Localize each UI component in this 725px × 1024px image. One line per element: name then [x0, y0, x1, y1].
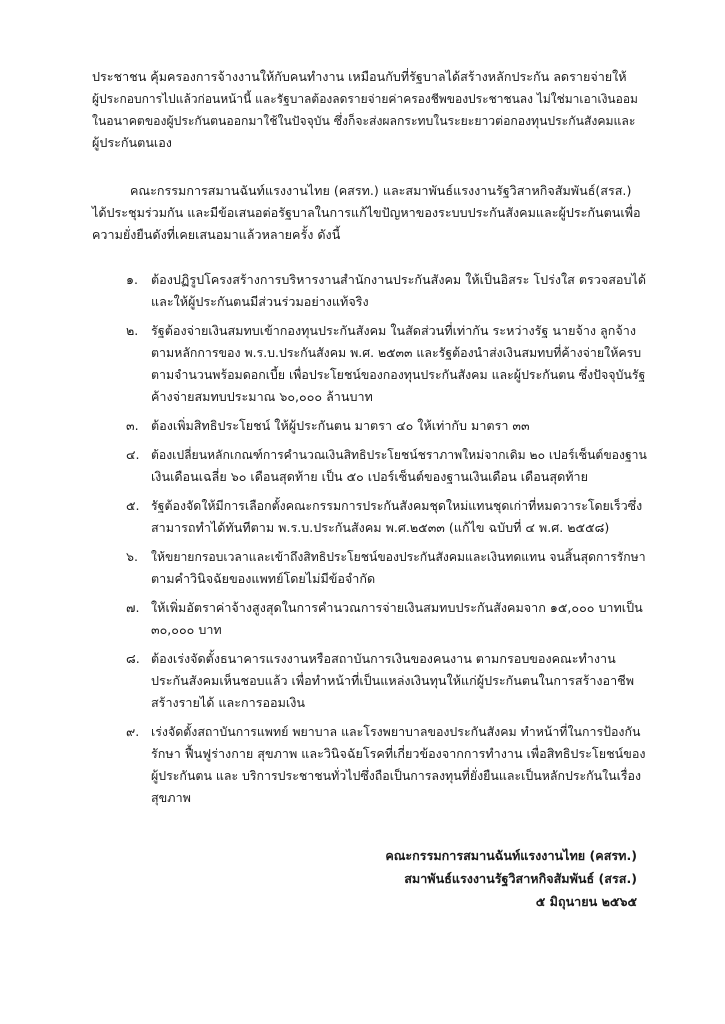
- demand-number: ๖.: [126, 549, 138, 564]
- intro-paragraph: [92, 66, 640, 154]
- proposal-intro-paragraph: [92, 180, 640, 246]
- demand-text-line: สุขภาพ: [151, 790, 191, 805]
- demand-text-line: ค้างจ่ายสมทบประมาณ ๖๐,๐๐๐ ล้านบาท: [151, 389, 373, 404]
- demand-item: [126, 444, 646, 488]
- demand-text-line: ให้ขยายกรอบเวลาและเข้าถึงสิทธิประโยชน์ของประกันสังคมและเงินทดแทน จนสิ้นสุดการรักษา: [151, 550, 646, 564]
- signature-org-sors: สมาพันธ์แรงงานรัฐวิสาหกิจสัมพันธ์ (สรส.): [404, 871, 637, 886]
- intro-line: ผู้ประกันตนเอง: [92, 135, 172, 150]
- demand-text-line: ตามคำวินิจฉัยของแพทย์โดยไม่มีข้อจำกัด: [151, 571, 376, 586]
- demand-text-line: ๓๐,๐๐๐ บาท: [151, 622, 222, 637]
- demand-text-line: รัฐต้องจ่ายเงินสมทบเข้ากองทุนประกันสังคม ในสัดส่วนที่เท่ากัน ระหว่างรัฐ นายจ้าง ลูกจ้าง: [151, 323, 636, 338]
- demand-number: ๙.: [126, 724, 140, 739]
- proposal-intro-line: ความยั่งยืนดังที่เคยเสนอมาแล้วหลายครั้ง ดังนี้: [92, 227, 341, 242]
- demand-text-line: เงินเดือนเฉลี่ย ๖๐ เดือนสุดท้าย เป็น ๕๐ เปอร์เซ็นต์ของฐานเงินเดือน เดือนสุดท้าย: [151, 469, 589, 484]
- demand-item: [126, 320, 646, 408]
- demand-item: [126, 546, 646, 590]
- demand-item: [126, 648, 646, 714]
- demand-number: ๒.: [126, 323, 139, 338]
- demand-item: [126, 721, 646, 809]
- intro-line: ในอนาคตของผู้ประกันตนออกมาใช้ในปัจจุบัน ซึ่งก็จะส่งผลกระทบในระยะยาวต่อกองทุนประกันสังคมและ: [92, 114, 636, 128]
- demand-text-line: ต้องเพิ่มสิทธิประโยชน์ ให้ผู้ประกันตน มาตรา ๔๐ ให้เท่ากับ มาตรา ๓๓: [151, 418, 530, 433]
- demand-number: ๕.: [126, 498, 140, 513]
- demand-text-line: ต้องเร่งจัดตั้งธนาคารแรงงานหรือสถาบันการเงินของคนงาน ตามกรอบของคณะทำงาน: [151, 651, 616, 666]
- demand-item: [126, 495, 646, 539]
- demand-text-line: สร้างรายได้ และการออมเงิน: [151, 695, 305, 710]
- demand-item: [126, 597, 646, 641]
- demand-number: ๘.: [126, 651, 140, 666]
- demand-text-line: รักษา ฟื้นฟูร่างกาย สุขภาพ และวินิจฉัยโรคที่เกี่ยวข้องจากการทำงาน เพื่อสิทธิประโยชน์ของ: [151, 746, 646, 761]
- demand-number: ๓.: [126, 418, 139, 433]
- demand-text-line: รัฐต้องจัดให้มีการเลือกตั้งคณะกรรมการประกันสังคมชุดใหม่แทนชุดเก่าที่หมดวาระโดยเร็วซึ่ง: [151, 498, 643, 513]
- demand-number: ๑.: [126, 272, 138, 287]
- demand-text-line: เร่งจัดตั้งสถาบันการแพทย์ พยาบาล และโรงพยาบาลของประกันสังคม ทำหน้าที่ในการป้องกัน: [151, 724, 641, 739]
- proposal-intro-line: คณะกรรมการสมานฉันท์แรงงานไทย (คสรท.) และสมาพันธ์แรงงานรัฐวิสาหกิจสัมพันธ์(สรส.): [130, 183, 632, 198]
- demand-item: [126, 269, 646, 313]
- proposal-intro-line: ได้ประชุมร่วมกัน และมีข้อเสนอต่อรัฐบาลในการแก้ไขปัญหาของระบบประกันสังคมและผู้ประกันตนเพื่อ: [92, 205, 641, 220]
- demand-text-line: ให้เพิ่มอัตราค่าจ้างสูงสุดในการคำนวณการจ่ายเงินสมทบประกันสังคมจาก ๑๕,๐๐๐ บาทเป็น: [151, 600, 643, 615]
- intro-line: ผู้ประกอบการไปแล้วก่อนหน้านี้ และรัฐบาลต้องลดรายจ่ายค่าครองชีพของประชาชนลง ไม่ใช่มาเอาเงินออม: [92, 92, 638, 106]
- intro-line: ประชาชน คุ้มครองการจ้างงานให้กับคนทำงาน เหมือนกับที่รัฐบาลได้สร้างหลักประกัน ลดรายจ่ายให้: [92, 69, 627, 84]
- demand-text-line: ผู้ประกันตน และ บริการประชาชนทั่วไปซึ่งถือเป็นการลงทุนที่ยั่งยืนและเป็นหลักประกันในเรื่อง: [151, 768, 642, 783]
- demand-text-line: และให้ผู้ประกันตนมีส่วนร่วมอย่างแท้จริง: [151, 294, 369, 309]
- demand-text-line: ต้องเปลี่ยนหลักเกณฑ์การคำนวณเงินสิทธิประโยชน์ชราภาพใหม่จากเดิม ๒๐ เปอร์เซ็นต์ของฐาน: [151, 448, 647, 462]
- signature-date: ๕ มิถุนายน ๒๕๖๕: [535, 894, 637, 909]
- demand-number: ๔.: [126, 447, 140, 462]
- signature-org-kasrt: คณะกรรมการสมานฉันท์แรงงานไทย (คสรท.): [385, 848, 637, 863]
- signature-block: [385, 844, 637, 913]
- demand-text-line: ตามจำนวนพร้อมดอกเบี้ย เพื่อประโยชน์ของกองทุนประกันสังคม และผู้ประกันตน ซึ่งปัจจุบันรัฐ: [151, 367, 646, 382]
- demand-text-line: สามารถทำได้ทันทีตาม พ.ร.บ.ประกันสังคม พ.ศ.๒๕๓๓ (แก้ไข ฉบับที่ ๔ พ.ศ. ๒๕๕๘): [151, 520, 610, 535]
- demand-text-line: ตามหลักการของ พ.ร.บ.ประกันสังคม พ.ศ. ๒๕๓๓ และรัฐต้องนำส่งเงินสมทบที่ค้างจ่ายให้ครบ: [151, 345, 642, 360]
- demands-list: [126, 269, 646, 816]
- demand-text-line: ประกันสังคมเห็นชอบแล้ว เพื่อทำหน้าที่เป็นแหล่งเงินทุนให้แก่ผู้ประกันตนในการสร้างอาชีพ: [151, 673, 635, 688]
- demand-item: [126, 415, 646, 437]
- demand-number: ๗.: [126, 600, 140, 615]
- demand-text-line: ต้องปฏิรูปโครงสร้างการบริหารงานสำนักงานประกันสังคม ให้เป็นอิสระ โปร่งใส ตรวจสอบได้: [151, 272, 647, 287]
